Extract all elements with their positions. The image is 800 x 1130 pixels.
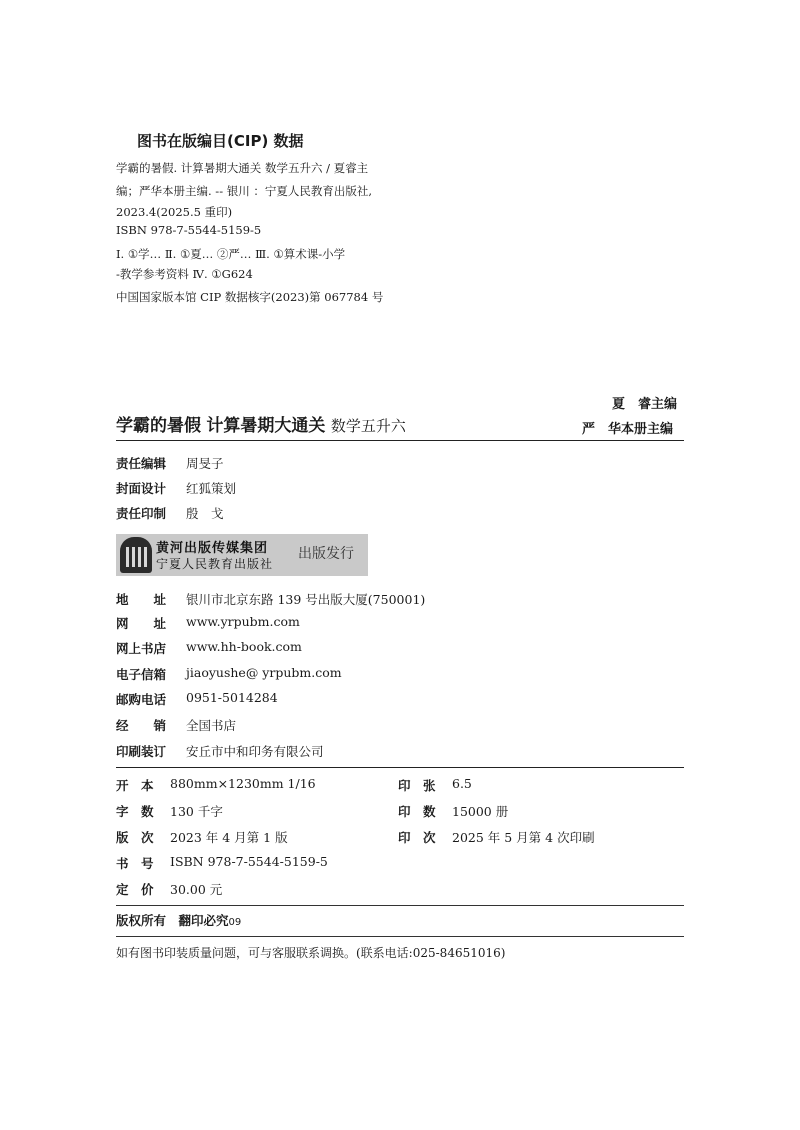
book-title-grade: 数学五升六 [330,417,406,435]
contact-value: www.hh-book.com [186,639,302,654]
book-stack-icon [120,537,152,573]
spec-label: 印 数 [398,804,436,819]
copyright-code: 09 [228,917,242,928]
spec-value: 15000 册 [452,804,509,819]
contact-value: jiaoyushe@ yrpubm.com [186,665,342,680]
credit-value: 殷 戈 [186,506,224,521]
cip-line: 中国国家版本馆 CIP 数据核字(2023)第 067784 号 [116,290,384,304]
volume-editor-role: 本册主编 [621,422,674,437]
publisher-press-name: 宁夏人民教育出版社 [156,557,274,571]
book-title-sub: 计算暑期大通关 [206,416,326,436]
publisher-group-name: 黄河出版传媒集团 [156,541,269,556]
cip-title: 图书在版编目(CIP) 数据 [137,132,304,150]
credit-label: 封面设计 [116,481,167,496]
publisher-tagline: 出版发行 [298,546,354,562]
volume-editor-name: 严 华 [582,422,622,437]
spec-label: 定 价 [116,882,154,897]
credit-value: 周旻子 [186,456,224,471]
chief-editor [612,393,677,412]
cip-line: 编；严华本册主编. -- 银川 ：宁夏人民教育出版社, [116,184,373,198]
cip-line: Ⅰ. ①学… Ⅱ. ①夏… ②严… Ⅲ. ①算术课-小学 [116,247,346,261]
spec-value: 2025 年 5 月第 4 次印刷 [452,830,595,845]
spec-value: 30.00 元 [170,882,223,897]
copyright-text: 版权所有 翻印必究 [116,913,229,928]
credit-value: 红狐策划 [186,481,237,496]
contact-value: 银川市北京东路 139 号出版大厦(750001) [186,592,426,607]
customer-service-note: 如有图书印装质量问题，可与客服联系调换。(联系电话:025-84651016) [116,946,506,960]
contact-label: 电子信箱 [116,667,167,682]
spec-label: 开 本 [116,778,154,793]
contact-value: www.yrpubm.com [186,614,300,629]
chief-editor-role: 主编 [651,397,678,412]
spec-value: 2023 年 4 月第 1 版 [170,830,288,845]
divider [116,767,684,768]
spec-value: ISBN 978-7-5544-5159-5 [170,854,328,869]
cip-line: ISBN 978-7-5544-5159-5 [116,223,262,237]
volume-editor [582,418,673,437]
spec-label: 印 次 [398,830,436,845]
spec-label: 版 次 [116,830,154,845]
contact-value: 全国书店 [186,718,237,733]
divider [116,905,684,906]
contact-label: 地 址 [116,592,167,607]
spec-value: 880mm×1230mm 1/16 [170,776,316,791]
contact-label: 邮购电话 [116,692,167,707]
credit-label: 责任印制 [116,506,167,521]
cip-line: -教学参考资料 Ⅳ. ①G624 [116,267,253,281]
chief-editor-name: 夏 睿 [612,397,652,412]
copyright-notice [116,911,241,929]
cip-line: 2023.4(2025.5 重印) [116,205,233,219]
book-title-main: 学霸的暑假 [116,416,201,436]
contact-value: 0951-5014284 [186,690,278,705]
cip-line: 学霸的暑假. 计算暑期大通关 数学五升六 / 夏睿主 [116,161,369,175]
spec-value: 6.5 [452,776,472,791]
contact-label: 网 址 [116,616,167,631]
publisher-logo [116,534,368,576]
contact-label: 经 销 [116,718,167,733]
spec-value: 130 千字 [170,804,223,819]
contact-label: 印刷装订 [116,744,167,759]
credit-label: 责任编辑 [116,456,167,471]
contact-label: 网上书店 [116,641,167,656]
spec-label: 书 号 [116,856,154,871]
divider [116,440,684,441]
divider [116,936,684,937]
contact-value: 安丘市中和印务有限公司 [186,744,324,759]
book-title [116,411,406,436]
spec-label: 印 张 [398,778,436,793]
spec-label: 字 数 [116,804,154,819]
